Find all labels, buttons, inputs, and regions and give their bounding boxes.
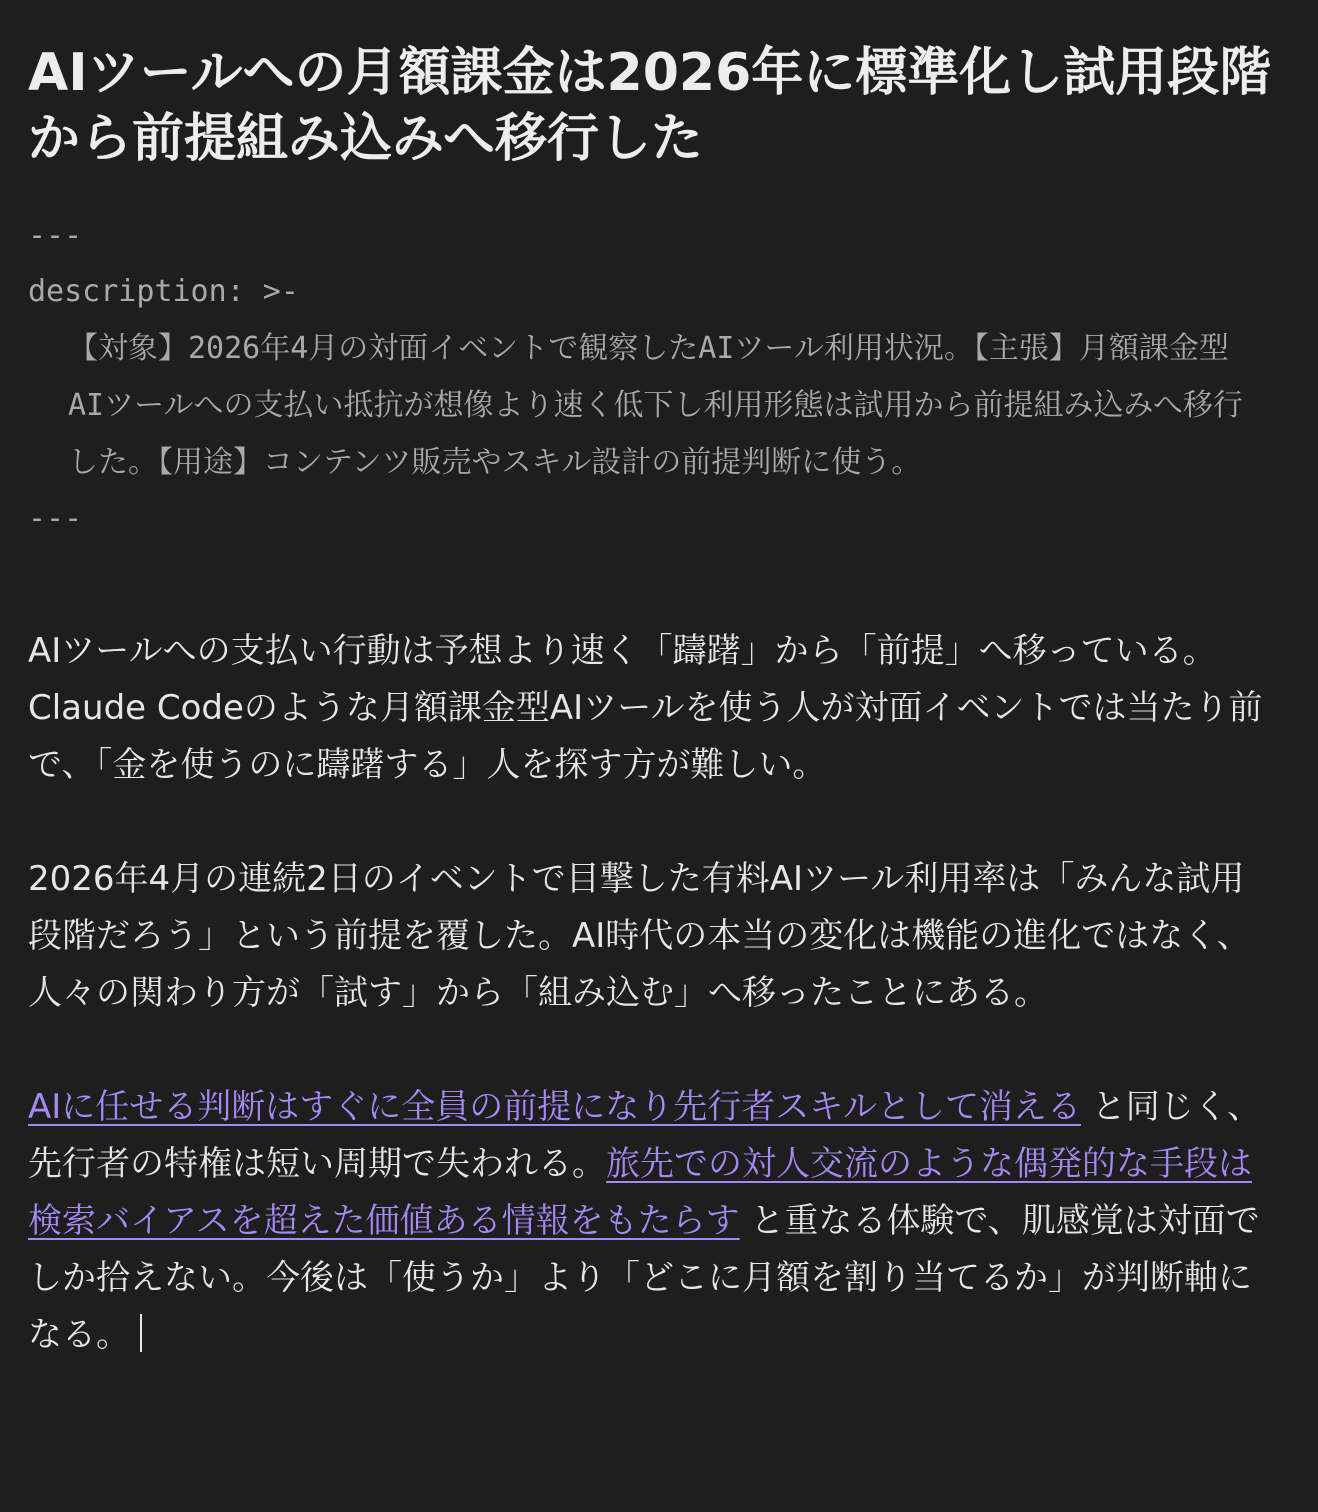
frontmatter-delimiter-open: --- bbox=[28, 218, 83, 253]
frontmatter-description-value: 【対象】2026年4月の対面イベントで観察したAIツール利用状況。【主張】月額課金型AIツールへの支払い抵抗が想像より速く低下し利用形態は試用から前提組み込みへ移行した。【用途】コンテンツ販売やスキル設計の前提判断に使う。 bbox=[68, 331, 1243, 480]
document-title: AIツールへの月額課金は2026年に標準化し試用段階から前提組み込みへ移行した bbox=[28, 43, 1272, 169]
paragraph-2: 2026年4月の連続2日のイベントで目撃した有料AIツール利用率は「みんな試用段階だろう」という前提を覆した。AI時代の本当の変化は機能の進化ではなく、人々の関わり方が「試す」から「組み込む」へ移ったことにある。 bbox=[28, 859, 1251, 1013]
markdown-editor[interactable] bbox=[28, 40, 1278, 1364]
frontmatter-description-key: description: >- bbox=[28, 274, 299, 309]
frontmatter-delimiter-close: --- bbox=[28, 501, 83, 536]
yaml-frontmatter bbox=[28, 208, 1278, 547]
paragraph-1: AIツールへの支払い行動は予想より速く「躊躇」から「前提」へ移っている。Claude Codeのような月額課金型AIツールを使う人が対面イベントでは当たり前で、「金を使うのに躊躇する」人を探す方が難しい。 bbox=[28, 631, 1263, 785]
paragraph-3 bbox=[28, 1079, 1278, 1364]
text-cursor bbox=[140, 1314, 142, 1352]
internal-link-travel-interaction[interactable]: 旅先での対人交流のような偶発的な手段は検索バイアスを超えた価値ある情報をもたらす bbox=[28, 1144, 1252, 1241]
internal-link-ai-judgment[interactable]: AIに任せる判断はすぐに全員の前提になり先行者スキルとして消える bbox=[28, 1087, 1081, 1127]
paragraph-3-text-1: と同じく、先行者の特権は短い周期で失われる。 bbox=[28, 1087, 1262, 1184]
paragraph-3-text-2: と重なる体験で、肌感覚は対面でしか拾えない。今後は「使うか」より「どこに月額を割り当てるか」が判断軸になる。 bbox=[28, 1201, 1260, 1355]
